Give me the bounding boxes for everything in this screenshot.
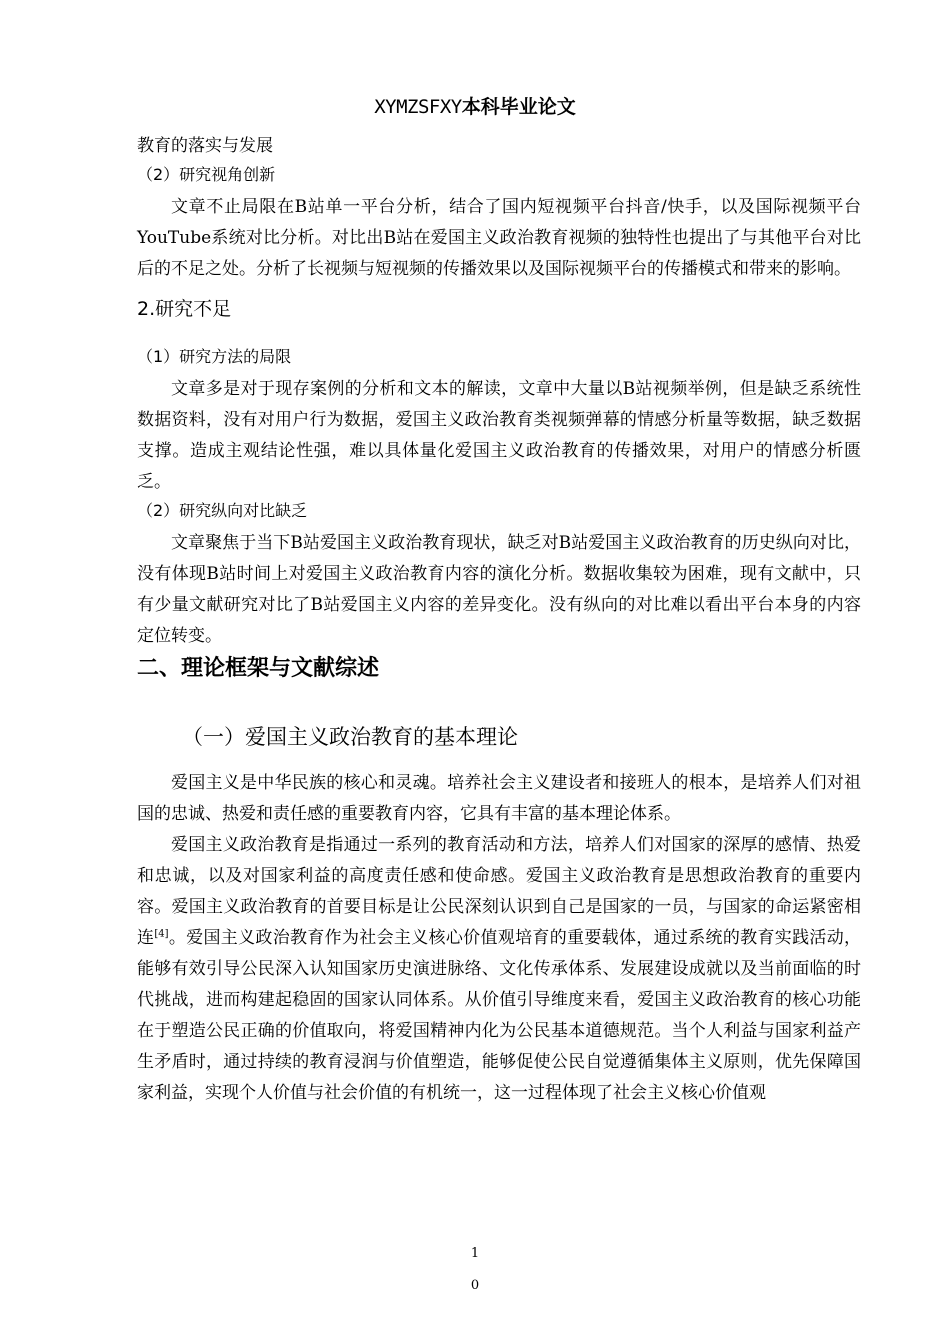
subheading-method-limitations: （1）研究方法的局限 bbox=[137, 347, 292, 366]
section-number: 0 bbox=[470, 1278, 480, 1293]
page-header bbox=[0, 94, 950, 120]
paragraph-theory-1: 爱国主义是中华民族的核心和灵魂。培养社会主义建设者和接班人的根本，是培养人们对祖国的忠诚、热爱和责任感的重要教育内容，它具有丰富的基本理论体系。 bbox=[137, 773, 861, 824]
paragraph-method-limitations: 文章多是对于现存案例的分析和文本的解读，文章中大量以B站视频举例，但是缺乏系统性数据资料，没有对用户行为数据，爱国主义政治教育类视频弹幕的情感分析量等数据，缺乏数据支撑。造成主观结论性强，难以具体量化爱国主义政治教育的传播效果，对用户的情感分析匮乏。 bbox=[137, 379, 861, 492]
page-number: 1 bbox=[470, 1246, 480, 1261]
document-body bbox=[137, 131, 861, 1109]
paragraph-theory-2-part-a: 爱国主义政治教育是指通过一系列的教育活动和方法，培养人们对国家的深厚的感情、热爱和忠诚，以及对国家利益的高度责任感和使命感。爱国主义政治教育是思想政治教育的重要内容。爱国主义政治教育的首要目标是让公民深刻认识到自己是国家的一员，与国家的命运紧密相连 bbox=[137, 835, 861, 948]
heading-research-shortcomings: 2.研究不足 bbox=[137, 298, 232, 320]
paragraph-theory-2-part-b: 。爱国主义政治教育作为社会主义核心价值观培育的重要载体，通过系统的教育实践活动，能够有效引导公民深入认知国家历史演进脉络、文化传承体系、发展建设成就以及当前面临的时代挑战，进而构建起稳固的国家认同体系。从价值引导维度来看，爱国主义政治教育的核心功能在于塑造公民正确的价值取向，将爱国精神内化为公民基本道德规范。当个人利益与国家利益产生矛盾时，通过持续的教育浸润与价值塑造，能够促使公民自觉遵循集体主义原则，优先保障国家利益，实现个人价值与社会价值的有机统一，这一过程体现了社会主义核心价值观 bbox=[137, 928, 862, 1103]
paragraph-longitudinal-comparison: 文章聚焦于当下B站爱国主义政治教育现状，缺乏对B站爱国主义政治教育的历史纵向对比，没有体现B站时间上对爱国主义政治教育内容的演化分析。数据收集较为困难，现有文献中，只有少量文献研究对比了B站爱国主义内容的差异变化。没有纵向的对比难以看出平台本身的内容定位转变。 bbox=[137, 533, 861, 646]
subheading-perspective-innovation: （2）研究视角创新 bbox=[137, 165, 276, 184]
citation-reference: [4] bbox=[154, 928, 169, 940]
section-heading: （一）爱国主义政治教育的基本理论 bbox=[182, 725, 518, 749]
header-title: 本科毕业论文 bbox=[461, 96, 576, 118]
paragraph-theory-2 bbox=[137, 830, 861, 1109]
chapter-heading: 二、理论框架与文献综述 bbox=[137, 656, 380, 681]
paragraph-continued: 教育的落实与发展 bbox=[137, 136, 273, 156]
subheading-longitudinal-comparison: （2）研究纵向对比缺乏 bbox=[137, 501, 308, 520]
paragraph-innovation: 文章不止局限在B站单一平台分析，结合了国内短视频平台抖音/快手，以及国际视频平台YouTube系统对比分析。对比出B站在爱国主义政治教育视频的独特性也提出了与其他平台对比后的不足之处。分析了长视频与短视频的传播效果以及国际视频平台的传播模式和带来的影响。 bbox=[137, 197, 861, 279]
header-institution-code: XYMZSFXY bbox=[374, 96, 462, 118]
